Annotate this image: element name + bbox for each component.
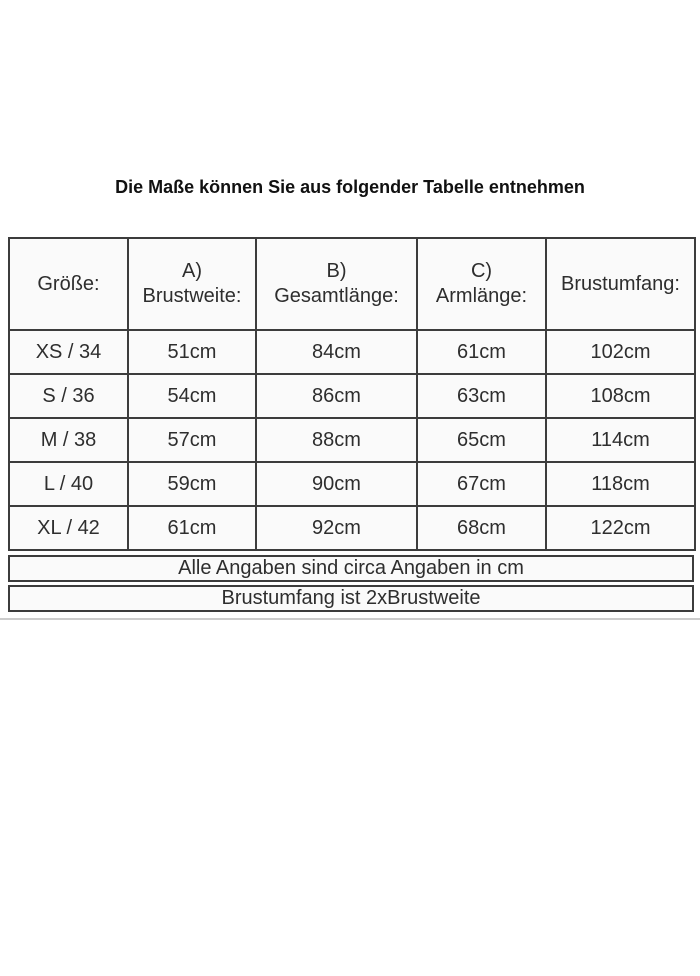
column-letter: C) [470, 260, 493, 282]
size-guide-page [0, 176, 700, 620]
column-label: Größe: [37, 272, 100, 295]
value-cell: 65cm [417, 418, 546, 462]
value-cell: 114cm [546, 418, 695, 462]
value-cell: 61cm [128, 506, 256, 550]
value-cell: 57cm [128, 418, 256, 462]
size-cell: M / 38 [9, 418, 128, 462]
value-cell: 84cm [256, 330, 417, 374]
value-cell: 102cm [546, 330, 695, 374]
value-cell: 122cm [546, 506, 695, 550]
column-label: Brustumfang: [561, 272, 680, 295]
value-cell: 67cm [417, 462, 546, 506]
value-cell: 90cm [256, 462, 417, 506]
column-letter: B) [326, 260, 347, 282]
value-cell: 54cm [128, 374, 256, 418]
value-cell: 88cm [256, 418, 417, 462]
column-header-brustweite [128, 238, 256, 330]
table-row-m [9, 418, 695, 462]
value-cell: 108cm [546, 374, 695, 418]
size-cell: L / 40 [9, 462, 128, 506]
column-label: Gesamtlänge: [274, 285, 399, 307]
table-row-l [9, 462, 695, 506]
column-letter: A) [182, 260, 202, 282]
column-header-brustumfang [546, 238, 695, 330]
value-cell: 68cm [417, 506, 546, 550]
value-cell: 92cm [256, 506, 417, 550]
size-cell: XL / 42 [9, 506, 128, 550]
page-title: Die Maße können Sie aus folgender Tabelle entnehmen [115, 177, 585, 197]
size-cell: XS / 34 [9, 330, 128, 374]
column-header-gesamtlaenge [256, 238, 417, 330]
column-header-groesse [9, 238, 128, 330]
table-row-s [9, 374, 695, 418]
column-label: Brustweite: [142, 285, 242, 307]
value-cell: 118cm [546, 462, 695, 506]
size-cell: S / 36 [9, 374, 128, 418]
value-cell: 63cm [417, 374, 546, 418]
table-header-row [9, 238, 695, 330]
note-circa-angaben: Alle Angaben sind circa Angaben in cm [8, 555, 694, 582]
column-header-armlaenge [417, 238, 546, 330]
value-cell: 61cm [417, 330, 546, 374]
bottom-divider [0, 618, 700, 620]
value-cell: 86cm [256, 374, 417, 418]
value-cell: 59cm [128, 462, 256, 506]
value-cell: 51cm [128, 330, 256, 374]
table-row-xs [9, 330, 695, 374]
size-table [8, 237, 696, 551]
note-brustumfang-formula: Brustumfang ist 2xBrustweite [8, 585, 694, 612]
column-label: Armlänge: [435, 285, 528, 307]
table-row-xl [9, 506, 695, 550]
